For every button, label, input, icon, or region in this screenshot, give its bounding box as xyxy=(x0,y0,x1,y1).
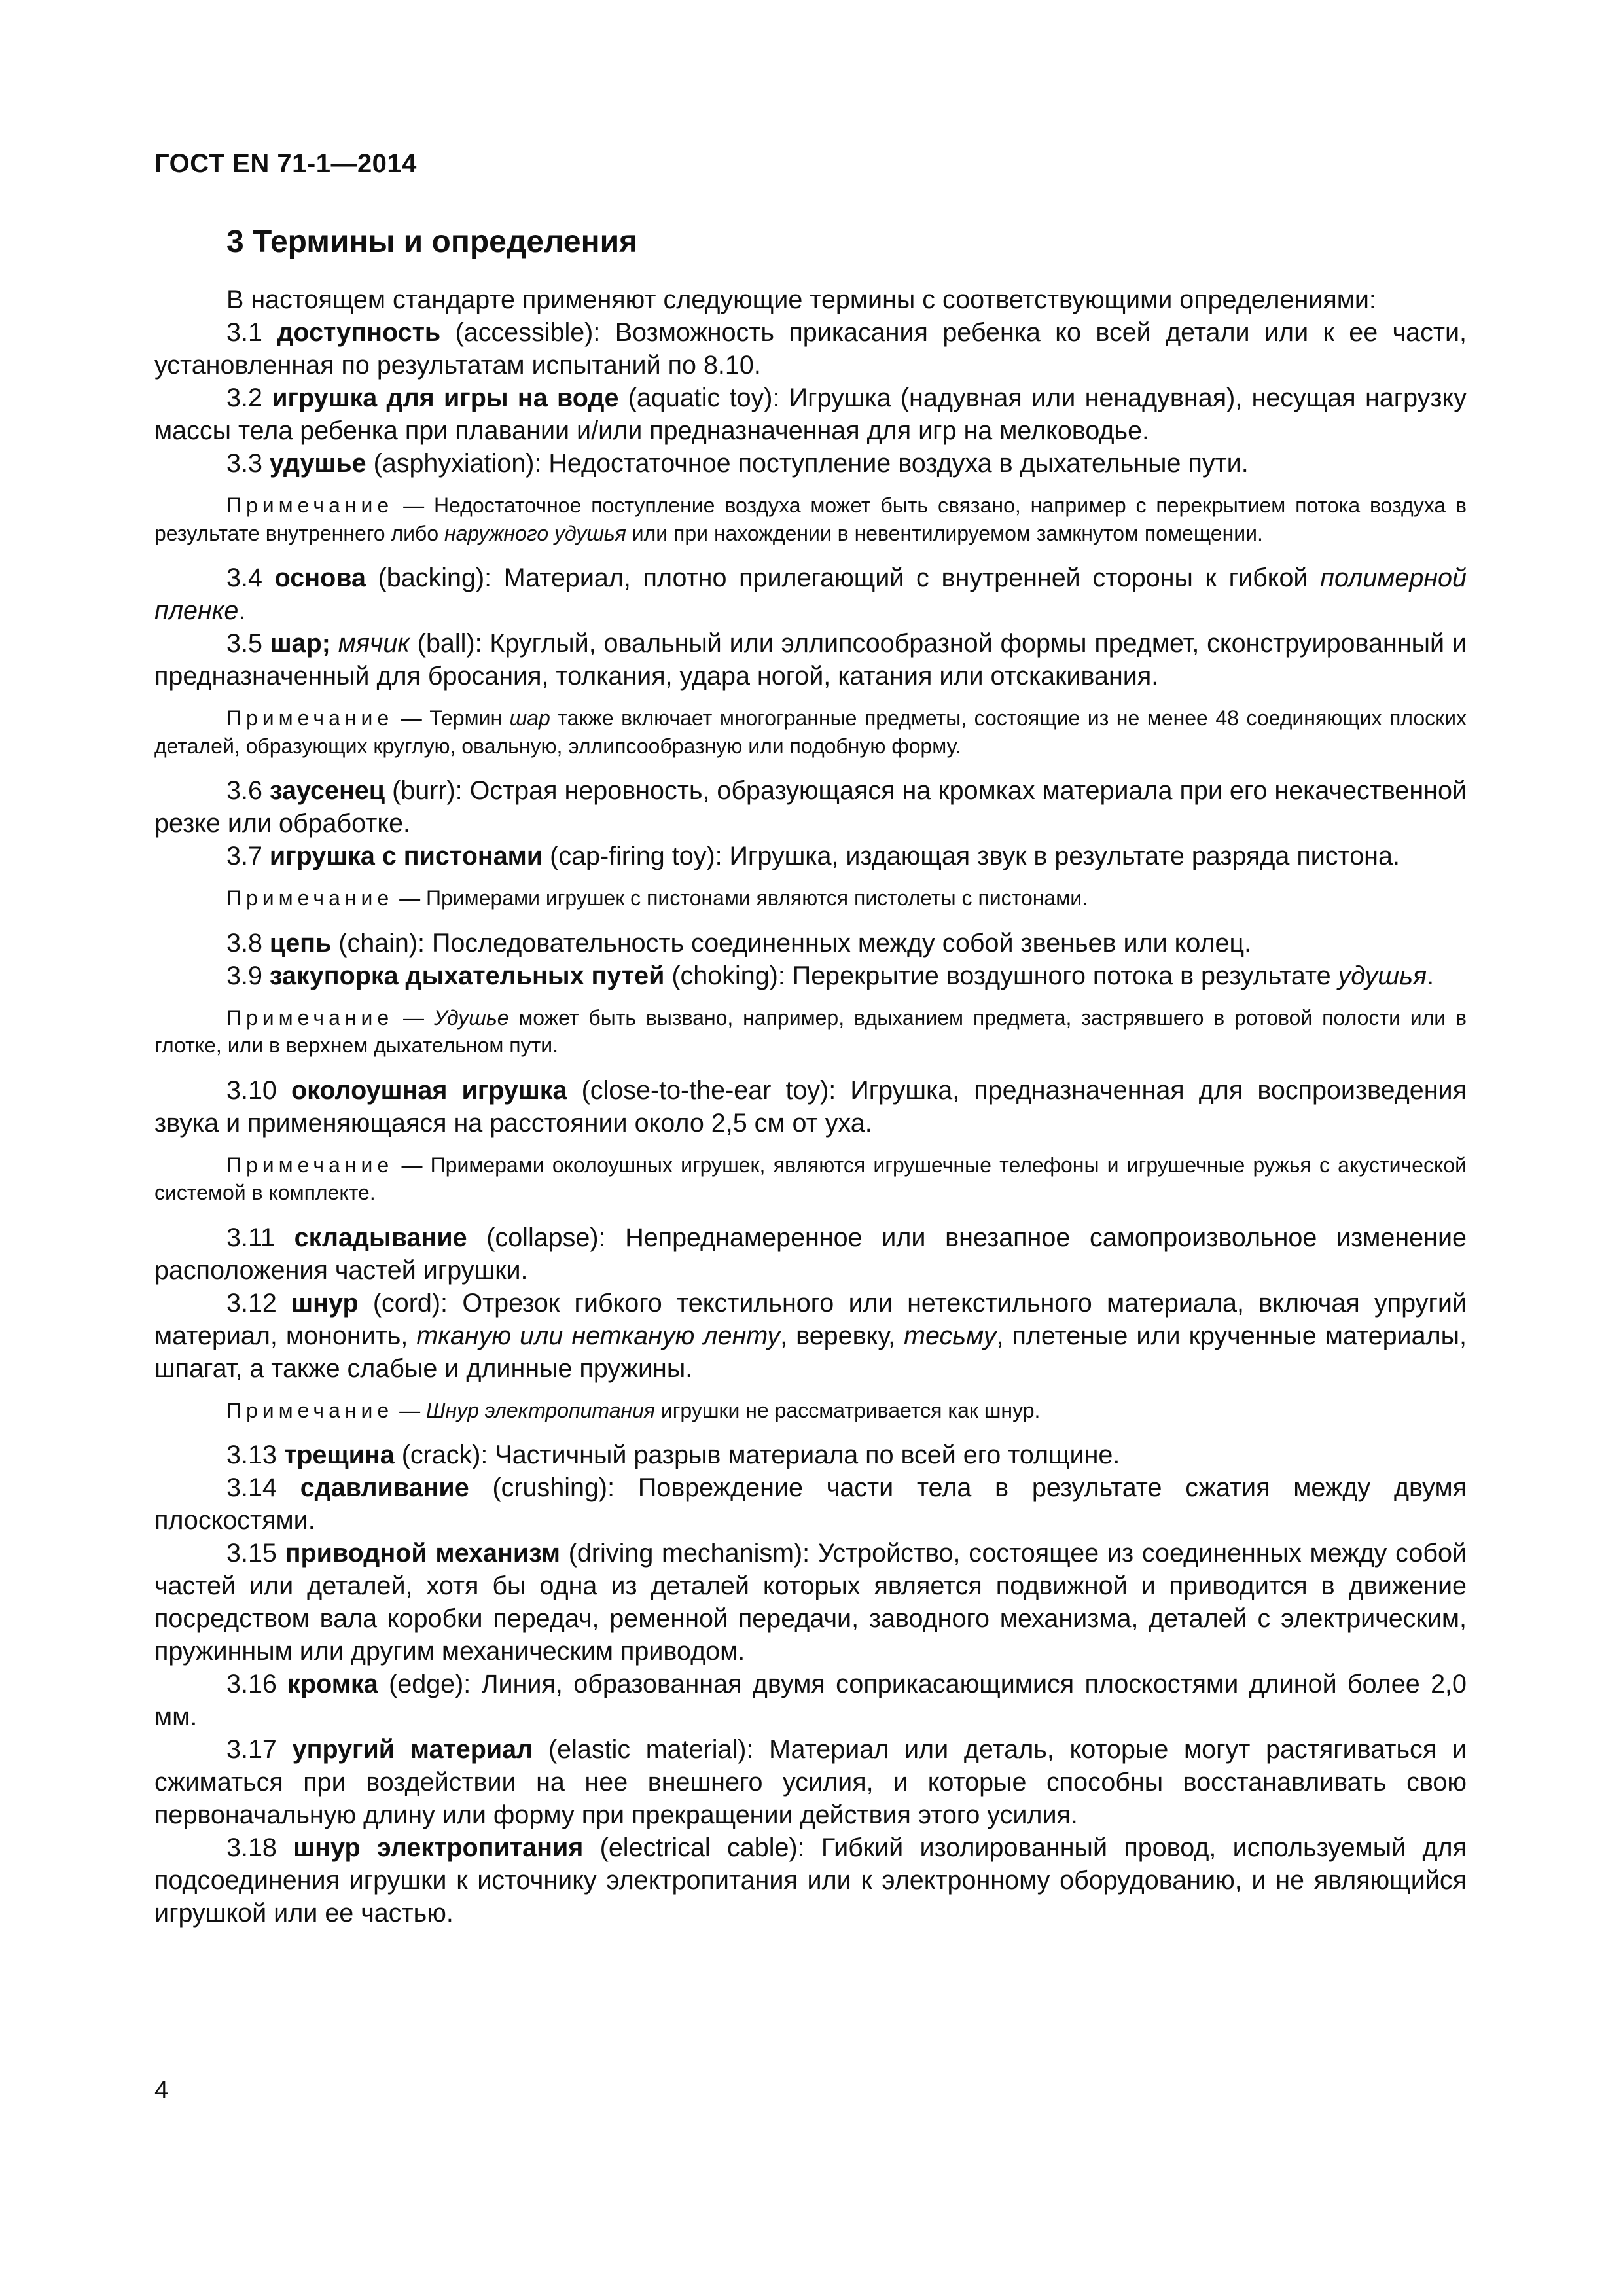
term-entry-3-12 xyxy=(154,1287,1467,1385)
term-definition: (choking): Перекрытие воздушного потока в результате xyxy=(664,961,1338,990)
term-entry-3-18 xyxy=(154,1831,1467,1929)
term-alt-name: мячик xyxy=(338,629,410,658)
term-name: трещина xyxy=(283,1441,395,1469)
note-label: Примечание xyxy=(226,493,394,517)
term-number: 3.2 xyxy=(226,384,262,412)
term-entry-3-5 xyxy=(154,627,1467,692)
term-entry-3-13 xyxy=(154,1439,1467,1471)
term-entry-3-11 xyxy=(154,1221,1467,1287)
term-name: упругий материал xyxy=(292,1735,533,1764)
note-label: Примечание xyxy=(226,1005,394,1030)
term-entry-3-2 xyxy=(154,382,1467,447)
term-number: 3.1 xyxy=(226,318,262,347)
term-number: 3.14 xyxy=(226,1473,277,1502)
term-number: 3.18 xyxy=(226,1833,277,1862)
note-3-3 xyxy=(154,492,1467,547)
term-number: 3.10 xyxy=(226,1075,277,1105)
note-text: — Термин xyxy=(393,706,510,730)
term-definition: (crushing): Повреждение части тела в результате сжатия между двумя плоскостями. xyxy=(154,1473,1467,1535)
term-definition-italic: удушья xyxy=(1338,961,1427,990)
term-definition: (asphyxiation): Недостаточное поступление воздуха в дыхательные пути. xyxy=(366,449,1249,478)
term-name: закупорка дыхательных путей xyxy=(269,961,665,990)
term-name: удушье xyxy=(269,449,366,478)
term-name: приводной механизм xyxy=(285,1539,561,1568)
term-name: шнур xyxy=(291,1288,359,1318)
term-name: цепь xyxy=(269,928,332,958)
term-definition: (electrical cable): Гибкий изолированный провод, используемый для подсоединения игрушки к источнику электропитания или к электронному оборудованию, и не являющийся игрушкой или ее частью. xyxy=(154,1833,1467,1928)
note-text-end: может быть вызвано, например, вдыханием предмета, застрявшего в ротовой полости или в глотке, или в верхнем дыхательном пути. xyxy=(154,1005,1467,1057)
term-entry-3-15 xyxy=(154,1537,1467,1668)
term-number: 3.11 xyxy=(226,1223,275,1252)
term-name: кромка xyxy=(287,1670,378,1698)
term-number: 3.12 xyxy=(226,1288,277,1318)
term-name: складывание xyxy=(294,1223,467,1252)
term-definition: (cord): Отрезок гибкого текстильного или нетекстильного материала, включая упругий материал, мононить, xyxy=(154,1288,1467,1350)
term-name: игрушка для игры на воде xyxy=(272,384,619,412)
note-3-9 xyxy=(154,1004,1467,1060)
standard-header: ГОСТ EN 71-1—2014 xyxy=(154,149,417,178)
term-definition: (burr): Острая неровность, образующаяся на кромках материала при его некачественной резке или обработке. xyxy=(154,776,1467,838)
term-definition-end: . xyxy=(1427,961,1435,990)
term-definition: (cap-firing toy): Игрушка, издающая звук в результате разряда пистона. xyxy=(543,842,1400,870)
note-italic: шар xyxy=(509,706,550,730)
note-text: — Примерами игрушек с пистонами являются пистолеты с пистонами. xyxy=(393,886,1088,910)
term-entry-3-3 xyxy=(154,447,1467,480)
term-number: 3.16 xyxy=(226,1670,277,1698)
term-definition: (edge): Линия, образованная двумя соприкасающимися плоскостями длиной более 2,0 мм. xyxy=(154,1670,1467,1731)
note-3-5 xyxy=(154,704,1467,760)
term-definition: (close-to-the-ear toy): Игрушка, предназначенная для воспроизведения звука и применяющаяся на расстоянии около 2,5 см от уха. xyxy=(154,1075,1467,1138)
note-text-end: также включает многогранные предметы, состоящие из не менее 48 соединяющих плоских деталей, образующих круглую, овальную, эллипсообразную или подобную форму. xyxy=(154,706,1467,758)
terms-list xyxy=(154,283,1467,1929)
term-number: 3.9 xyxy=(226,961,262,990)
term-definition: (chain): Последовательность соединенных между собой звеньев или колец. xyxy=(331,928,1252,958)
term-name: игрушка с пистонами xyxy=(269,842,543,870)
document-page xyxy=(154,0,1467,2296)
term-definition: (accessible): Возможность прикасания ребенка ко всей детали или к ее части, установленная по результатам испытаний по 8.10. xyxy=(154,318,1467,380)
term-entry-3-9 xyxy=(154,960,1467,992)
note-italic: Удушье xyxy=(433,1005,509,1030)
page-number: 4 xyxy=(154,2077,169,2104)
term-entry-3-4 xyxy=(154,562,1467,627)
term-definition-italic-2: тесьму xyxy=(904,1321,997,1350)
term-definition-mid: , веревку, xyxy=(780,1321,904,1350)
note-text-end: или при нахождении в невентилируемом замкнутом помещении. xyxy=(626,521,1263,545)
section-title: 3 Термины и определения xyxy=(226,224,638,259)
term-entry-3-10 xyxy=(154,1074,1467,1139)
note-label: Примечание xyxy=(226,706,394,730)
term-name: основа xyxy=(274,564,366,592)
term-name: заусенец xyxy=(269,776,385,805)
term-definition-end: . xyxy=(238,596,246,625)
term-number: 3.13 xyxy=(226,1441,277,1469)
note-3-7 xyxy=(154,884,1467,912)
term-name: шнур электропитания xyxy=(293,1833,584,1862)
term-name: сдавливание xyxy=(300,1473,469,1502)
note-italic: Шнур электропитания xyxy=(426,1398,655,1422)
note-text: — Примерами околоушных игрушек, являются игрушечные телефоны и игрушечные ружья с акустической системой в комплекте. xyxy=(154,1153,1467,1204)
note-italic: наружного удушья xyxy=(444,521,626,545)
term-definition: (driving mechanism): Устройство, состоящее из соединенных между собой частей или деталей, хотя бы одна из деталей которых является подвижной и приводится в движение посредством вала коробки передач, ременной передачи, заводного механизма, деталей с электрическим, пружинным или другим механическим приводом. xyxy=(154,1539,1467,1666)
term-entry-3-8 xyxy=(154,927,1467,960)
note-3-10 xyxy=(154,1151,1467,1207)
note-3-12 xyxy=(154,1397,1467,1425)
term-entry-3-17 xyxy=(154,1733,1467,1831)
term-number: 3.6 xyxy=(226,776,262,805)
note-label: Примечание xyxy=(226,1398,394,1422)
term-number: 3.15 xyxy=(226,1539,277,1568)
term-name: околоушная игрушка xyxy=(291,1075,567,1105)
term-entry-3-16 xyxy=(154,1668,1467,1733)
term-entry-3-1 xyxy=(154,316,1467,382)
term-definition: (backing): Материал, плотно прилегающий с внутренней стороны к гибкой xyxy=(365,564,1321,592)
note-label: Примечание xyxy=(226,1153,394,1177)
term-definition: (elastic material): Материал или деталь, которые могут растягиваться и сжиматься при воздействии на нее внешнего усилия, и которые способны восстанавливать свою первоначальную длину или форму при прекращении действия этого усилия. xyxy=(154,1735,1467,1829)
term-definition: (ball): Круглый, овальный или эллипсообразной формы предмет, сконструированный и предназначенный для бросания, толкания, удара ногой, катания или отскакивания. xyxy=(154,629,1467,691)
term-number: 3.17 xyxy=(226,1735,277,1764)
term-number: 3.5 xyxy=(226,629,262,658)
term-definition-italic: полимерной пленке xyxy=(154,564,1467,625)
note-text: — xyxy=(393,1398,426,1422)
term-number: 3.3 xyxy=(226,449,262,478)
note-text-end: игрушки не рассматривается как шнур. xyxy=(654,1398,1041,1422)
term-name: доступность xyxy=(277,318,441,347)
term-entry-3-7 xyxy=(154,840,1467,872)
term-definition-end: , плетеные или крученные материалы, шпагат, а также слабые и длинные пружины. xyxy=(154,1321,1467,1383)
term-definition: (aquatic toy): Игрушка (надувная или ненадувная), несущая нагрузку массы тела ребенка при плавании и/или предназначенная для игр на мелководье. xyxy=(154,384,1467,445)
term-definition: (crack): Частичный разрыв материала по всей его толщине. xyxy=(394,1441,1120,1469)
term-number: 3.4 xyxy=(226,564,262,592)
term-entry-3-14 xyxy=(154,1471,1467,1537)
term-name: шар; xyxy=(270,629,330,658)
term-number: 3.8 xyxy=(226,928,262,958)
term-number: 3.7 xyxy=(226,842,262,870)
intro-paragraph: В настоящем стандарте применяют следующие термины с соответствующими определениями: xyxy=(226,285,1376,314)
note-label: Примечание xyxy=(226,886,394,910)
term-definition-italic: тканую или нетканую ленту xyxy=(416,1321,781,1350)
term-entry-3-6 xyxy=(154,774,1467,840)
term-definition: (collapse): Непреднамеренное или внезапное самопроизвольное изменение расположения частей игрушки. xyxy=(154,1223,1467,1285)
note-text: — Недостаточное поступление воздуха может быть связано, например с перекрытием потока воздуха в результате внутреннего либо xyxy=(154,493,1467,545)
note-text: — xyxy=(393,1005,434,1030)
